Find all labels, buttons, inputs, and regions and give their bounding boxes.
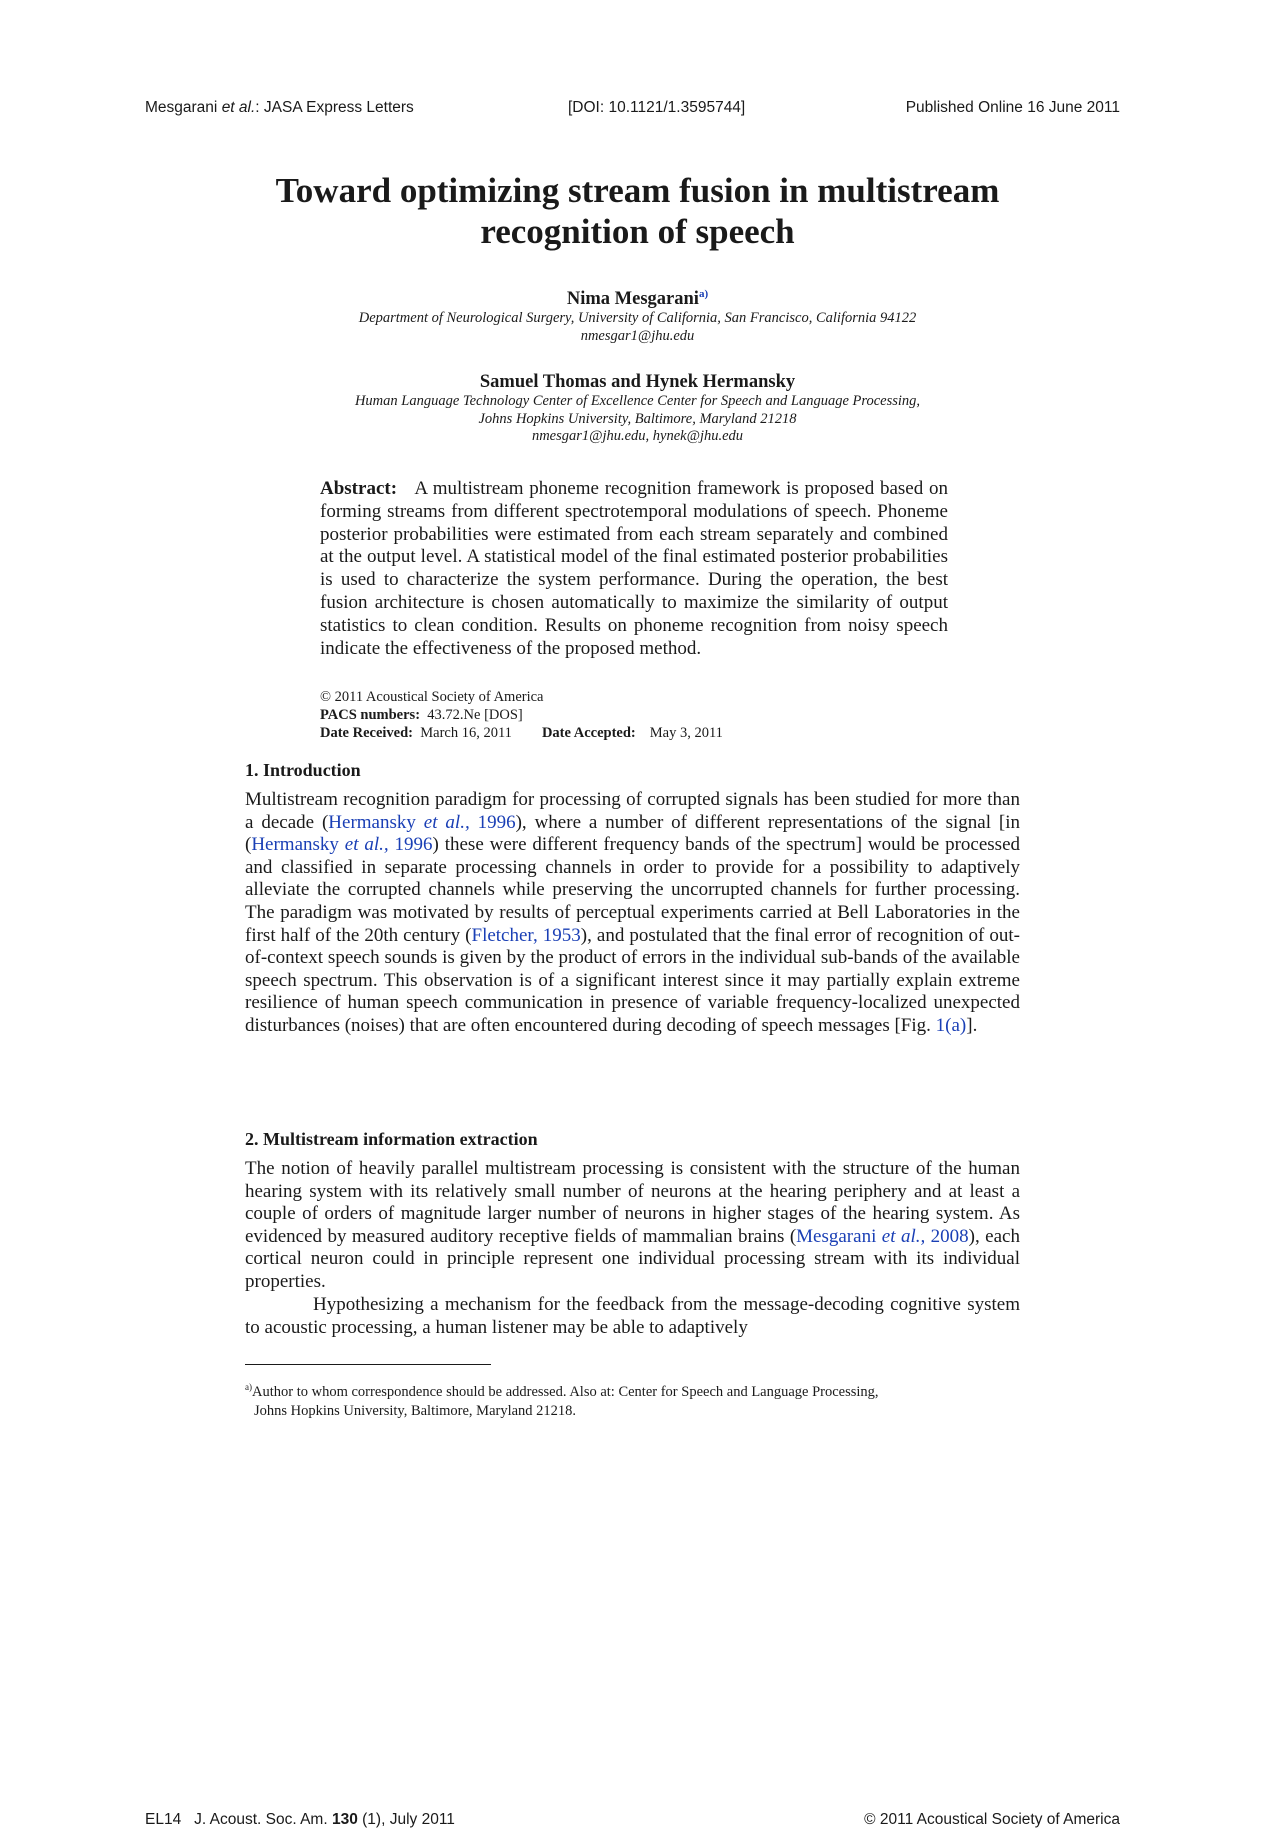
section-1-body: Multistream recognition paradigm for processing of corrupted signals has been studied for more than a decade (Hermansky et al., 1996), where a number of different representations of the signal [in (Hermansky et al., 1996) these were different frequency bands of the spectrum] would be processed and classified in separate processing channels in order to provide for a possibility to adaptively alleviate the corrupted channels while preserving the uncorrupted channels for further processing. The paradigm was motivated by results of perceptual experiments carried at Bell Laboratories in the first half of the 20th century (Fletcher, 1953), and postulated that the final error of recognition of out-of-context speech sounds is given by the product of errors in the individual sub-bands of the available speech spectrum. This observation is of a significant interest since it may partially explain extreme resilience of human speech communication in presence of variable frequency-localized unexpected disturbances (noises) that are often encountered during decoding of speech messages [Fig. 1(a)]. xyxy=(245,789,1021,1036)
figure-link-1a[interactable]: 1(a) xyxy=(935,1014,967,1036)
footnote: $^{a)}$Author to whom correspondence should be addressed. Also at: Center for Speech and Language Processing, Johns Hopkins University, Baltimore, Maryland 21218. xyxy=(245,1382,879,1419)
author-affiliation-2-line-1: Human Language Technology Center of Excellence Center for Speech and Language Processing, xyxy=(354,393,921,409)
author-block-2 xyxy=(240,371,1035,446)
section-2-heading: 2. Multistream information extraction xyxy=(245,1129,538,1149)
abstract-text: A multistream phoneme recognition framework is proposed based on forming streams from different spectrotemporal modulations of speech. Phoneme posterior probabilities were estimated from each stream separately and combined at the output level. A statistical model of the final estimated posterior probabilities is used to characterize the system performance. During the operation, the best fusion architecture is chosen automatically to maximize the similarity of output statistics to clean condition. Results on phoneme recognition from noisy speech indicate the effectiveness of the proposed method. xyxy=(320,478,948,659)
pacs-line: PACS numbers: 43.72.Ne [DOS] xyxy=(320,706,523,723)
footer-citation: EL14 J. Acoust. Soc. Am. 130 (1), July 2011 xyxy=(145,1811,455,1828)
title-line-2: recognition of speech xyxy=(480,212,795,251)
footer-copyright: © 2011 Acoustical Society of America xyxy=(864,1811,1120,1828)
dates-line: Date Received: March 16, 2011 Date Accepted: May 3, 2011 xyxy=(320,724,723,741)
citation-mesgarani-2008[interactable]: Mesgarani et al., 2008 xyxy=(796,1225,969,1247)
running-head xyxy=(145,99,1120,123)
doi-label: [DOI: 10.1121/1.3595744] xyxy=(568,99,746,116)
author-block-1 xyxy=(240,283,1035,345)
author-affiliation-1: Department of Neurological Surgery, University of California, San Francisco, California 94122 xyxy=(358,310,917,327)
author-name-1: Nima Mesgarani$^{a)}$ xyxy=(566,288,709,310)
title-line-1: Toward optimizing stream fusion in multistream xyxy=(275,171,1000,210)
citation-hermansky-1996[interactable]: Hermansky et al., 1996 xyxy=(328,811,516,833)
date-accepted: May 3, 2011 xyxy=(649,724,723,741)
author-affiliation-2-line-2: Johns Hopkins University, Baltimore, Maryland 21218 xyxy=(478,410,797,427)
volume-number: 130 xyxy=(331,1811,358,1828)
abstract-label: Abstract: xyxy=(320,478,398,499)
copyright-line: © 2011 Acoustical Society of America xyxy=(320,689,544,705)
citation-fletcher-1953[interactable]: Fletcher, 1953 xyxy=(471,924,581,946)
running-head-et-al: et al. xyxy=(221,99,256,116)
published-date: Published Online 16 June 2011 xyxy=(905,99,1120,116)
running-head-left: Mesgarani et al.: JASA Express Letters xyxy=(145,99,414,116)
article-meta xyxy=(320,689,948,742)
page-number: EL14 xyxy=(145,1811,182,1828)
footnote-divider xyxy=(245,1364,491,1365)
section-2-body: The notion of heavily parallel multistream processing is consistent with the structure of the human hearing system with its relatively small number of neurons at the hearing periphery and at least a couple of orders of magnitude larger number of neurons in higher stages of the hearing system. As evidenced by measured auditory receptive fields of mammalian brains (Mesgarani et al., 2008), each cortical neuron could in principle represent one individual processing stream with its individual properties. xyxy=(245,1158,1020,1292)
author-email-1: nmesgar1@jhu.edu xyxy=(580,327,695,344)
paper-title xyxy=(200,170,1075,252)
date-received: March 16, 2011 xyxy=(420,724,512,741)
author-email-2: nmesgar1@jhu.edu, hynek@jhu.edu xyxy=(531,428,744,444)
abstract xyxy=(320,478,948,660)
footnote-mark: a) xyxy=(245,1382,252,1392)
footnote-link[interactable]: a) xyxy=(698,288,709,300)
section-2-paragraph-2: Hypothesizing a mechanism for the feedback from the message-decoding cognitive system to acoustic processing, a human listener may be able to adaptively xyxy=(245,1294,1020,1338)
citation-hermansky-1996-2[interactable]: Hermansky et al., 1996 xyxy=(251,834,433,856)
author-name-2: Samuel Thomas and Hynek Hermansky xyxy=(479,372,796,392)
section-1-heading: 1. Introduction xyxy=(245,760,361,780)
page-footer xyxy=(145,1811,1120,1835)
